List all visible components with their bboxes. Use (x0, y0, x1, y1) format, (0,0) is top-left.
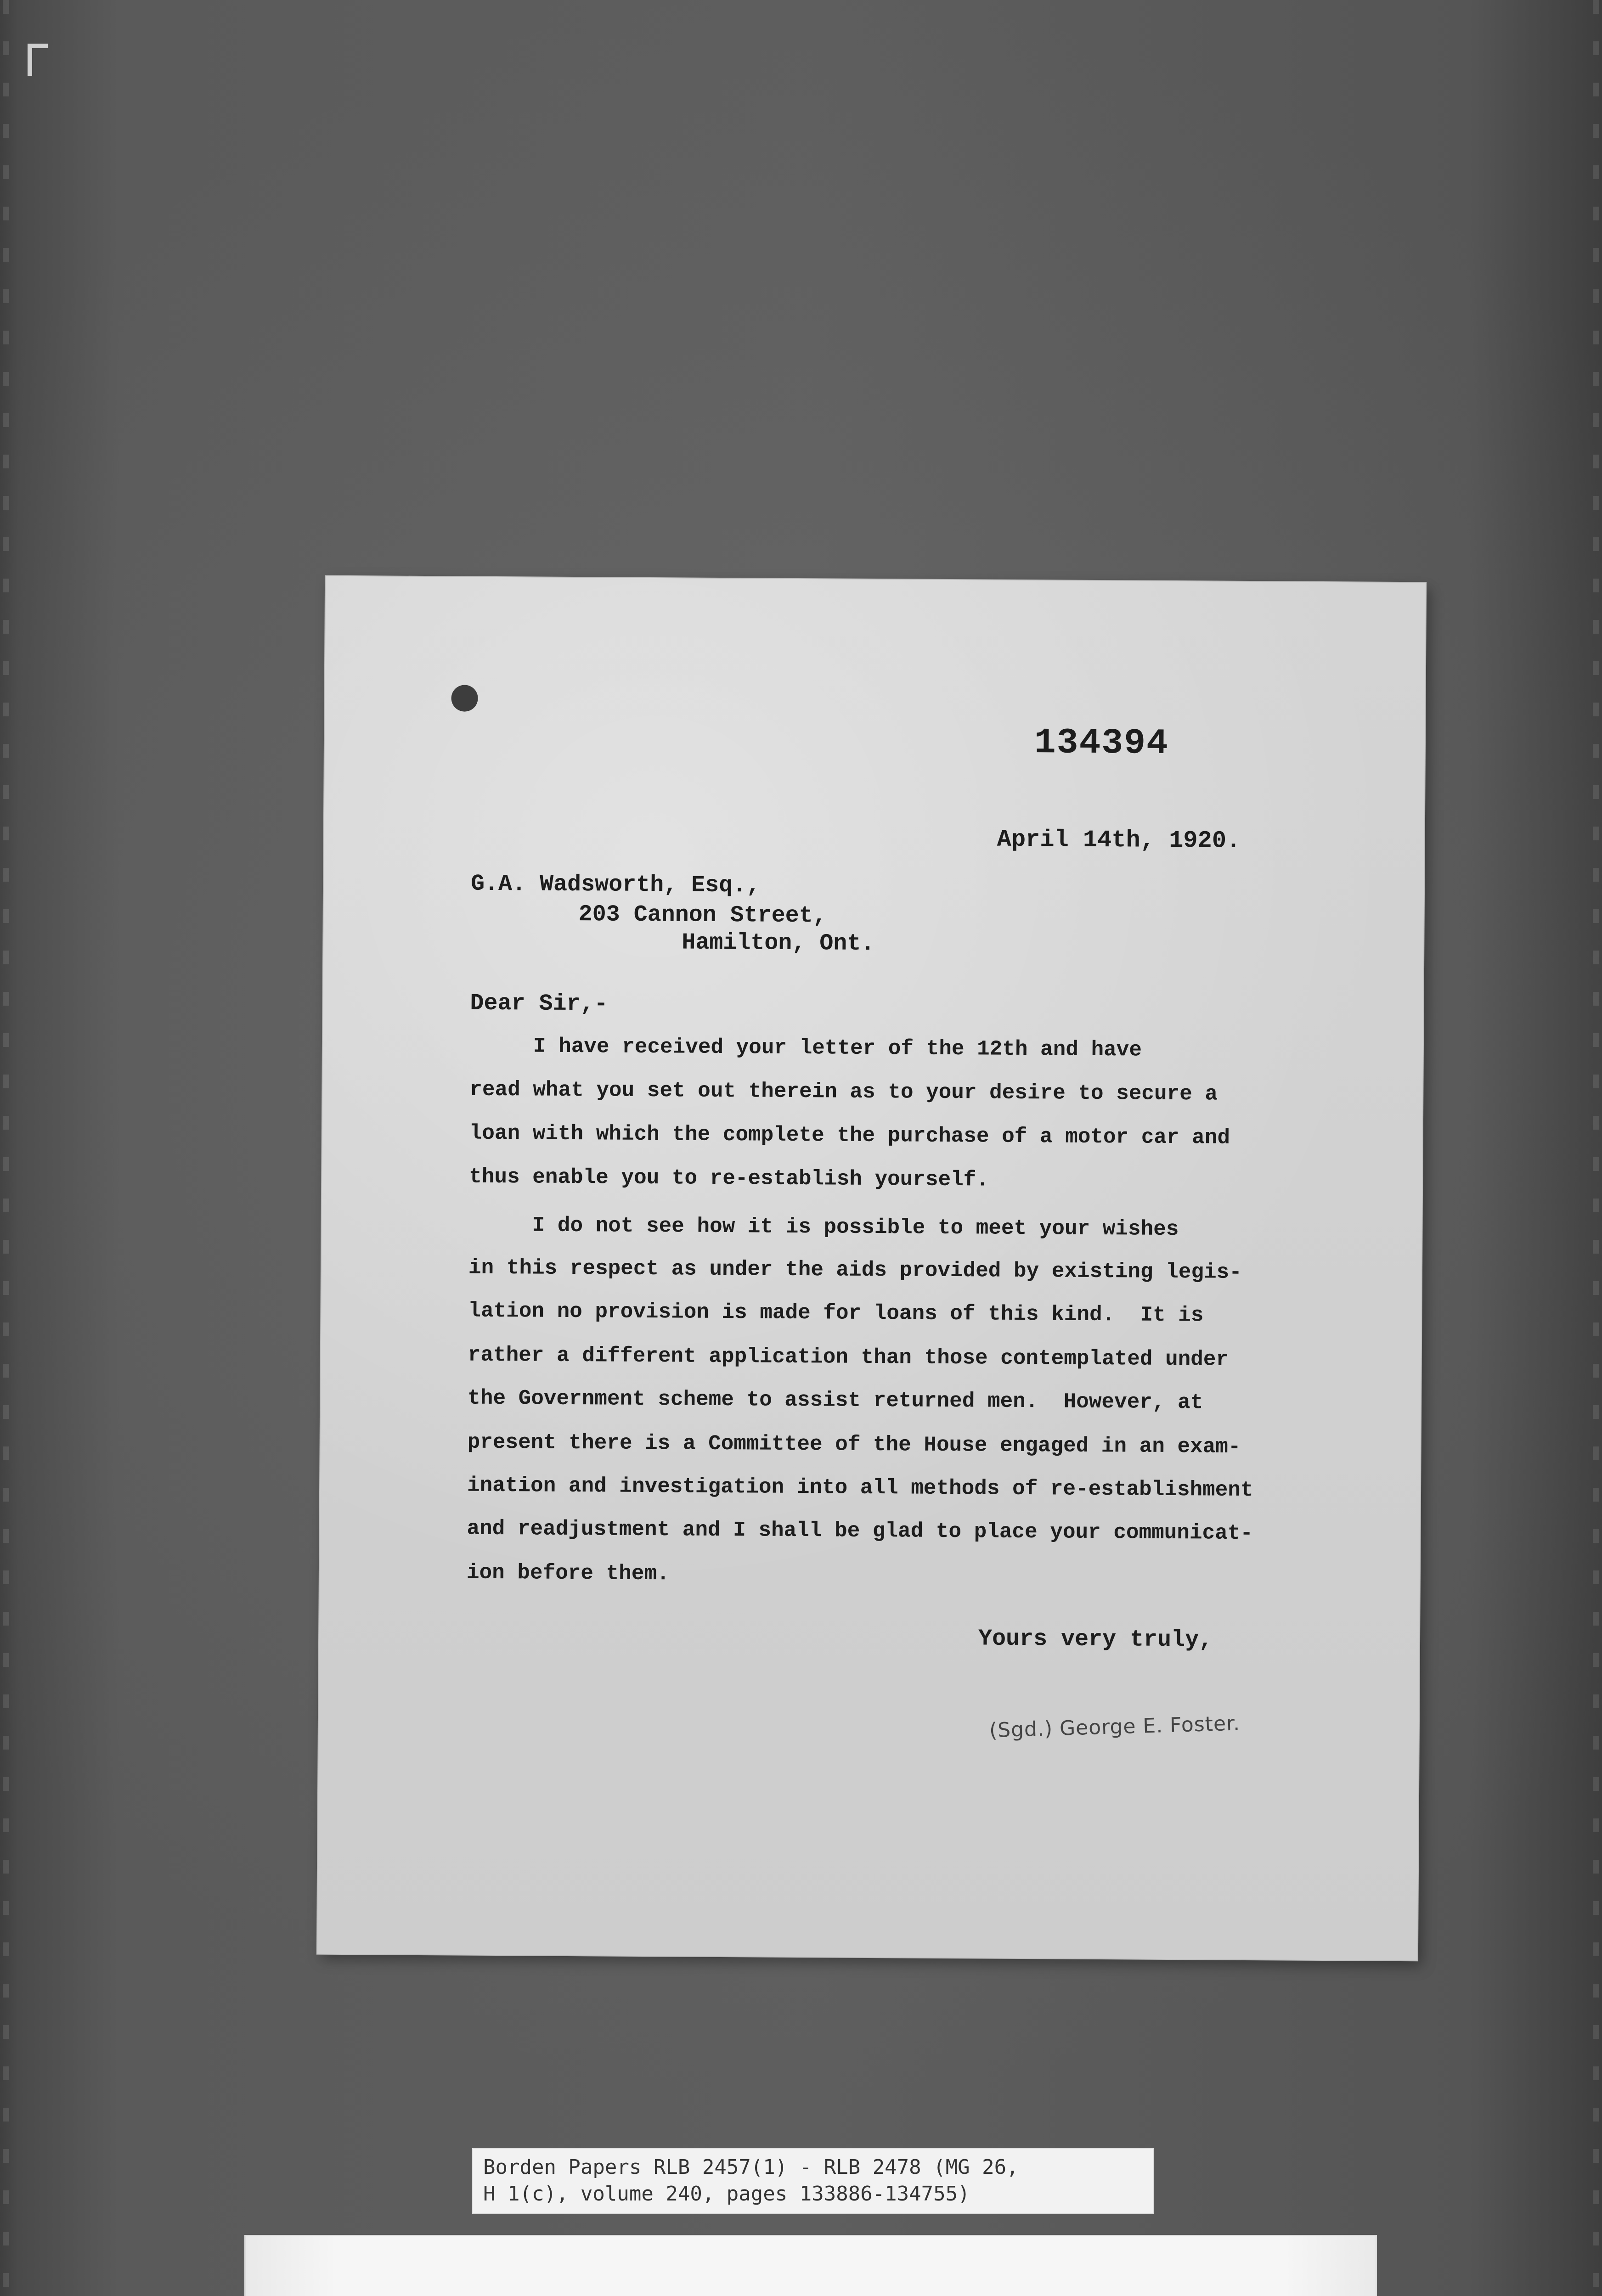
salutation: Dear Sir,- (470, 990, 608, 1018)
reference-label (473, 2149, 1153, 2213)
body-line: ion before them. (466, 1560, 670, 1586)
letter-sheet (317, 576, 1426, 1961)
address-line: G.A. Wadsworth, Esq., (470, 871, 761, 899)
film-edge-left (3, 0, 9, 2296)
body-line: the Government scheme to assist returned men. However, at (468, 1386, 1203, 1415)
punch-hole (451, 685, 478, 711)
address-line: Hamilton, Ont. (682, 929, 875, 957)
body-line: thus enable you to re-establish yourself. (469, 1165, 989, 1192)
body-line: loan with which the complete the purchase of a motor car and (469, 1121, 1230, 1150)
address-line: 203 Cannon Street, (578, 901, 827, 929)
signature-stamp: (Sgd.) George E. Foster. (989, 1711, 1241, 1743)
body-line: ination and investigation into all methods of re-establishment (467, 1473, 1253, 1503)
body-line: present there is a Committee of the House engaged in an exam- (467, 1430, 1241, 1459)
document-number: 134394 (1034, 723, 1169, 764)
archives-card (246, 2236, 1376, 2296)
letter-date: April 14th, 1920. (997, 826, 1241, 855)
body-line: and readjustment and I shall be glad to place your communicat- (467, 1516, 1253, 1546)
film-edge-right (1593, 0, 1599, 2296)
closing: Yours very truly, (978, 1626, 1213, 1654)
body-line: rather a different application than those contemplated under (468, 1343, 1229, 1372)
reference-line: H 1(c), volume 240, pages 133886-134755) (483, 2182, 970, 2206)
body-line: I do not see how it is possible to meet your wishes (468, 1213, 1179, 1242)
reference-line: Borden Papers RLB 2457(1) - RLB 2478 (MG 26, (483, 2155, 1019, 2179)
body-line: in this respect as under the aids provided by existing legis- (468, 1255, 1242, 1284)
body-line: lation no provision is made for loans of this kind. It is (468, 1299, 1204, 1328)
body-line: I have received your letter of the 12th and have (469, 1034, 1142, 1062)
body-line: read what you set out therein as to your desire to secure a (469, 1077, 1218, 1106)
frame-corner-mark (28, 44, 48, 76)
